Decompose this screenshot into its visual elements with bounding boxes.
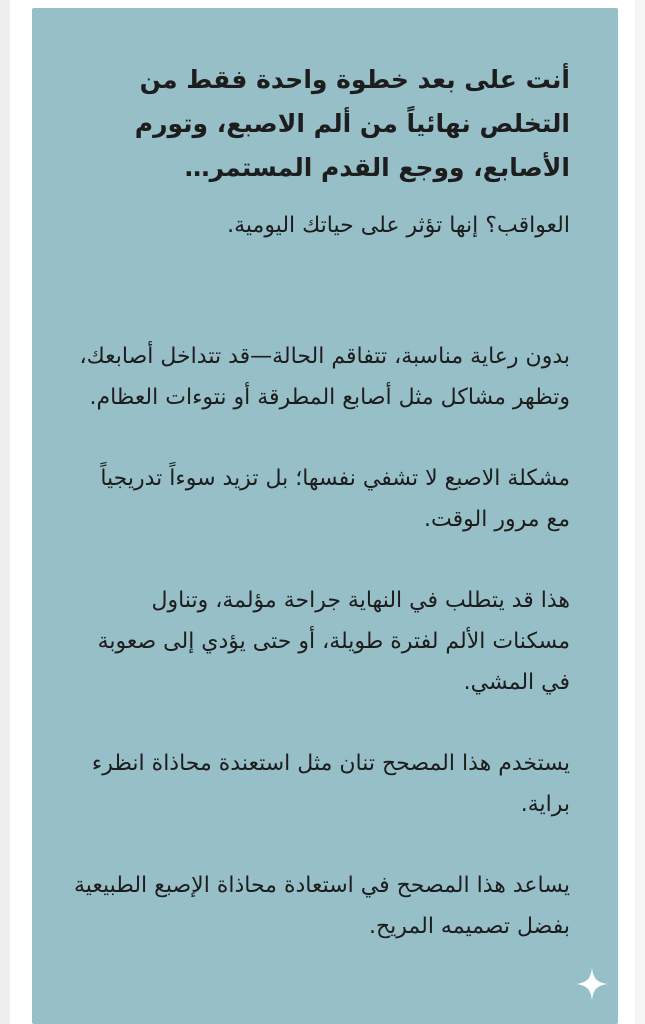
sparkle-icon[interactable] bbox=[574, 966, 610, 1002]
right-edge-strip bbox=[635, 0, 645, 1024]
content-panel bbox=[32, 8, 618, 1024]
left-edge-strip bbox=[0, 0, 10, 1024]
paragraph-3: هذا قد يتطلب في النهاية جراحة مؤلمة، وتناول مسكنات الألم لفترة طويلة، أو حتى يؤدي إلى صعوبة في المشي. bbox=[97, 588, 570, 695]
paragraph-4: يستخدم هذا المصحح تنان مثل استعندة محاذاة انظرء براية. bbox=[91, 751, 570, 817]
subheadline: العواقب؟ إنها تؤثر على حياتك اليومية. bbox=[227, 213, 570, 238]
paragraph-2: مشكلة الاصبع لا تشفي نفسها؛ بل تزيد سوءاً تدريجياً مع مرور الوقت. bbox=[100, 466, 570, 532]
paragraph-1: بدون رعاية مناسبة، تتفاقم الحالة—قد تتداخل أصابعك، وتظهر مشاكل مثل أصابع المطرقة أو نتوءات العظام. bbox=[79, 344, 570, 410]
headline: أنت على بعد خطوة واحدة فقط من التخلص نهائياً من ألم الاصبع، وتورم الأصابع، ووجع القدم المستمر… bbox=[134, 65, 570, 182]
paragraph-5: يساعد هذا المصحح في استعادة محاذاة الإصبع الطبيعية بفضل تصميمه المريح. bbox=[73, 873, 570, 939]
